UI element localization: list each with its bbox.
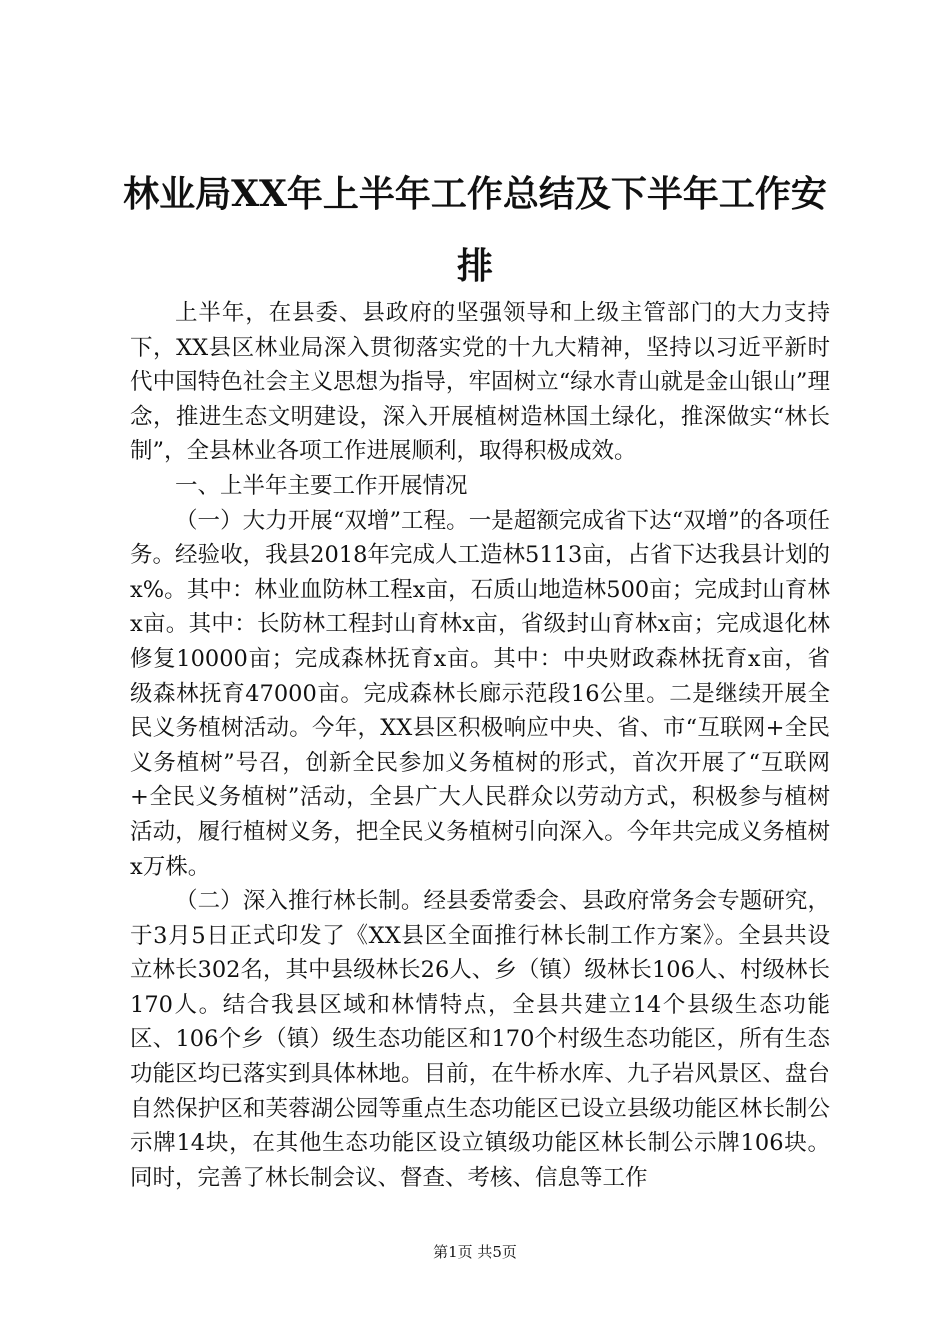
section-heading: 一、上半年主要工作开展情况 bbox=[175, 472, 468, 499]
document-body bbox=[130, 296, 830, 1195]
document-title: 林业局XX年上半年工作总结及下半年工作安排 bbox=[123, 173, 827, 287]
body-paragraph: （一）大力开展“双增”工程。一是超额完成省下达“双增”的各项任务。经验收，我县2018年完成人工造林5113亩，占省下达我县计划的x%。其中：林业血防林工程x亩，石质山地造林500亩；完成封山育林x亩。其中：长防林工程封山育林x亩，省级封山育林x亩；完成退化林修复10000亩；完成森林抚育x亩。其中：中央财政森林抚育x亩，省级森林抚育47000亩。完成森林长廊示范段16公里。二是继续开展全民义务植树活动。今年，XX县区积极响应中央、省、市“互联网+全民义务植树”号召，创新全民参加义务植树的形式，首次开展了“互联网+全民义务植树”活动，全县广大人民群众以劳动方式，积极参与植树活动，履行植树义务，把全民义务植树引向深入。今年共完成义务植树x万株。 bbox=[130, 507, 830, 880]
body-paragraph: （二）深入推行林长制。经县委常委会、县政府常务会专题研究，于3月5日正式印发了《XX县区全面推行林长制工作方案》。全县共设立林长302名，其中县级林长26人、乡（镇）级林长106人、村级林长170人。结合我县区域和林情特点，全县共建立14个县级生态功能区、106个乡（镇）级生态功能区和170个村级生态功能区，所有生态功能区均已落实到具体林地。目前，在牛桥水库、九子岩风景区、盘台自然保护区和芙蓉湖公园等重点生态功能区已设立县级功能区林长制公示牌14块，在其他生态功能区设立镇级功能区林长制公示牌106块。同时，完善了林长制会议、督查、考核、信息等工作 bbox=[130, 888, 830, 1191]
intro-paragraph: 上半年，在县委、县政府的坚强领导和上级主管部门的大力支持下，XX县区林业局深入贯彻落实党的十九大精神，坚持以习近平新时代中国特色社会主义思想为指导，牢固树立“绿水青山就是金山银山”理念，推进生态文明建设，深入开展植树造林国土绿化，推深做实“林长制”，全县林业各项工作进展顺利，取得积极成效。 bbox=[130, 300, 830, 465]
page-number-footer: 第1页 共5页 bbox=[433, 1243, 517, 1261]
